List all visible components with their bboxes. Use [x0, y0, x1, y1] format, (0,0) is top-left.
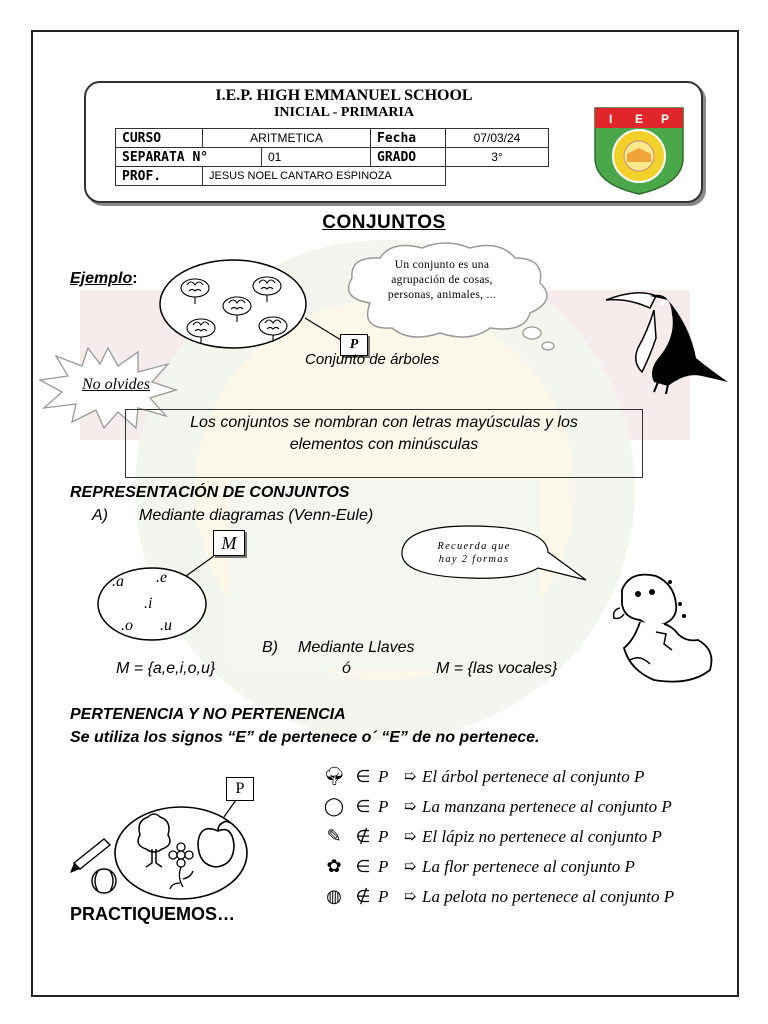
method-b-letter: B) — [262, 639, 278, 656]
set-name: P — [378, 826, 389, 846]
arrow-icon: ➯ — [403, 889, 417, 905]
membership-row — [320, 766, 644, 787]
separata-label: SEPARATA N° — [116, 148, 262, 167]
school-name: I.E.P. HIGH EMMANUEL SCHOOL — [215, 87, 473, 104]
set-name: P — [378, 796, 389, 816]
pencil-icon: ✎ — [326, 826, 342, 846]
no-olvides-text: No olvides — [82, 376, 150, 393]
membership-text: La manzana pertenece al conjunto P — [422, 796, 672, 816]
fecha-value: 07/03/24 — [446, 129, 549, 148]
toucan-illustration — [598, 286, 732, 396]
or-text: ó — [342, 660, 351, 677]
prof-value: JESUS NOEL CANTARO ESPINOZA — [203, 167, 446, 186]
curso-label: CURSO — [116, 129, 203, 148]
membership-row — [320, 796, 672, 817]
membership-row — [320, 886, 674, 907]
membership-symbol: ∉ — [355, 886, 371, 906]
separata-value: 01 — [262, 148, 371, 167]
info-table — [115, 128, 549, 186]
school-logo — [589, 104, 689, 196]
ball-icon — [92, 869, 116, 893]
set-name: P — [378, 766, 389, 786]
membership-symbol: ∈ — [355, 796, 371, 816]
membership-text: La pelota no pertenece al conjunto P — [422, 886, 675, 906]
element-u: .u — [160, 617, 172, 634]
extension-notation: M = {a,e,i,o,u} — [116, 660, 216, 677]
membership-subheading: Se utiliza los signos “E” de pertenece o´ “E” de no pertenece. — [70, 729, 540, 746]
membership-heading: PERTENENCIA Y NO PERTENENCIA — [70, 706, 346, 723]
example-caption: Conjunto de árboles — [305, 351, 440, 368]
logo-letter-p: P — [661, 112, 670, 126]
arrow-icon: ➯ — [403, 829, 417, 845]
set-tag-p-objects: P — [226, 777, 254, 801]
school-levels: INICIAL - PRIMARIA — [273, 105, 414, 120]
rule-note: Los conjuntos se nombran con letras mayúsculas y los elementos con minúsculas — [125, 409, 643, 478]
set-name: P — [378, 886, 389, 906]
membership-text: El lápiz no pertenece al conjunto P — [422, 826, 662, 846]
method-a-letter: A) — [92, 507, 108, 524]
logo-letter-i: I — [609, 112, 613, 126]
set-tag-p: P — [340, 334, 368, 356]
element-o: .o — [121, 617, 133, 634]
membership-symbol: ∈ — [355, 856, 371, 876]
page-title: CONJUNTOS — [322, 212, 446, 233]
apple-icon: ◯ — [323, 796, 345, 816]
flower-icon: ✿ — [326, 856, 342, 876]
membership-row — [320, 856, 635, 877]
element-e: .e — [156, 569, 168, 586]
set-tag-m: M — [213, 530, 245, 556]
element-a: .a — [112, 573, 124, 590]
method-b-text: Mediante Llaves — [298, 639, 415, 656]
cloud-text: Un conjunto es una agrupación de cosas, personas, animales, ... — [387, 259, 497, 301]
membership-symbol: ∈ — [355, 766, 371, 786]
dinosaur-illustration — [594, 570, 718, 688]
method-a-text: Mediante diagramas (Venn-Eule) — [139, 507, 374, 524]
prof-label: PROF. — [116, 167, 203, 186]
comprehension-notation: M = {las vocales} — [436, 660, 558, 677]
bubble-text: Recuerda que hay 2 formas — [437, 541, 511, 565]
logo-letter-e: E — [635, 112, 644, 126]
membership-symbol: ∉ — [355, 826, 371, 846]
ball-icon: ◍ — [326, 886, 342, 906]
representation-heading: REPRESENTACIÓN DE CONJUNTOS — [70, 484, 350, 501]
membership-text: La flor pertenece al conjunto P — [422, 856, 635, 876]
grado-label: GRADO — [371, 148, 446, 167]
grado-value: 3° — [446, 148, 549, 167]
membership-row — [320, 826, 662, 847]
set-name: P — [378, 856, 389, 876]
arrow-icon: ➯ — [403, 799, 417, 815]
example-label: Ejemplo: — [70, 270, 138, 287]
tree-icon: 🌳︎ — [322, 766, 346, 786]
fecha-label: Fecha — [371, 129, 446, 148]
element-i: .i — [144, 595, 153, 612]
pencil-icon — [70, 839, 110, 873]
practice-heading: PRACTIQUEMOS… — [70, 904, 236, 924]
curso-value: ARITMETICA — [203, 129, 371, 148]
membership-text: El árbol pertenece al conjunto P — [422, 766, 645, 786]
arrow-icon: ➯ — [403, 769, 417, 785]
arrow-icon: ➯ — [403, 859, 417, 875]
